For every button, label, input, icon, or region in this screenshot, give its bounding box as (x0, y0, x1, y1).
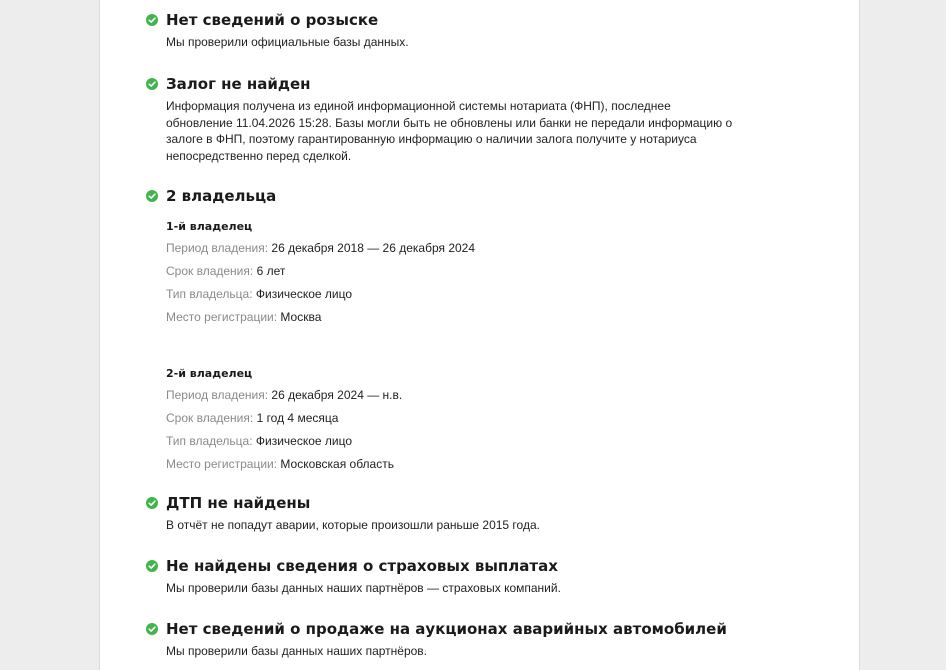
owner-period: Период владения: 26 декабря 2018 — 26 декабря 2024 (166, 241, 476, 255)
section-description: Мы проверили базы данных наших партнёров — страховых компаний. (166, 581, 561, 595)
check-icon (146, 497, 158, 509)
section-auctions (146, 620, 829, 660)
section-description: Информация получена из единой информационной системы нотариата (ФНП), последнее обновление 11.04.2026 15:28. Базы могли быть не обновлены или банки не передали информацию о залоге в ФНП, поэтому гарантированную информацию о наличии залога получите у нотариуса непосредственно перед сделкой. (166, 99, 733, 163)
check-icon (146, 78, 158, 90)
section-heading: Залог не найден (146, 75, 829, 93)
check-icon (146, 560, 158, 572)
section-insurance (146, 557, 829, 597)
owner-period: Период владения: 26 декабря 2024 — н.в. (166, 388, 403, 402)
section-accidents (146, 494, 829, 534)
owner-term: Срок владения: 6 лет (166, 264, 286, 278)
section-owners (146, 187, 829, 205)
owner-title: 2-й владелец (166, 367, 253, 380)
section-wanted (146, 11, 829, 51)
section-heading: Нет сведений о розыске (146, 11, 829, 29)
check-icon (146, 14, 158, 26)
owner-type: Тип владельца: Физическое лицо (166, 434, 353, 448)
check-icon (146, 190, 158, 202)
owner-term: Срок владения: 1 год 4 месяца (166, 411, 339, 425)
owner-block (166, 367, 402, 480)
section-description: В отчёт не попадут аварии, которые произошли раньше 2015 года. (166, 518, 540, 532)
section-heading: Не найдены сведения о страховых выплатах (146, 557, 829, 575)
owner-title: 1-й владелец (166, 220, 253, 233)
section-heading: ДТП не найдены (146, 494, 829, 512)
owner-block (166, 220, 475, 333)
section-heading: 2 владельца (146, 187, 829, 205)
owner-registration-place: Место регистрации: Москва (166, 310, 322, 324)
section-description: Мы проверили базы данных наших партнёров. (166, 644, 428, 658)
report-card (99, 0, 860, 670)
section-pledge (146, 75, 829, 164)
section-heading: Нет сведений о продаже на аукционах аварийных автомобилей (146, 620, 829, 638)
section-description: Мы проверили официальные базы данных. (166, 35, 409, 49)
check-icon (146, 623, 158, 635)
owner-registration-place: Место регистрации: Московская область (166, 457, 394, 471)
owner-type: Тип владельца: Физическое лицо (166, 287, 353, 301)
